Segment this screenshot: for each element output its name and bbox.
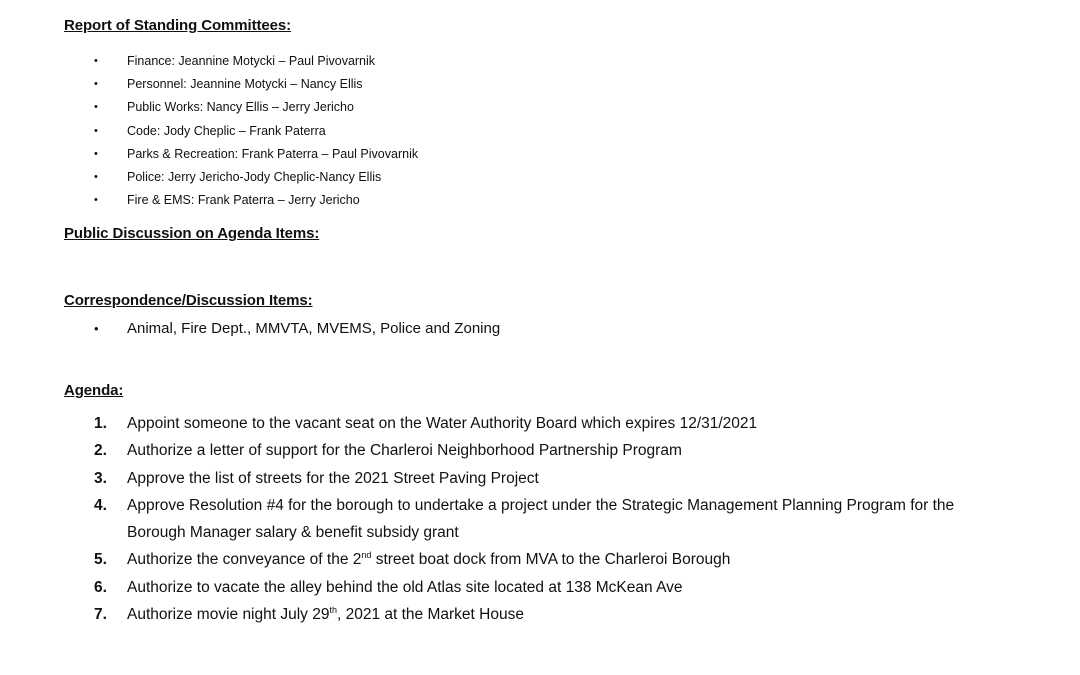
bullet-icon: • [94, 124, 98, 137]
agenda-item [0, 546, 967, 573]
agenda-item-text-part: , 2021 at the Market House [336, 606, 524, 624]
committee-parks-recreation: Parks & Recreation: Frank Paterra – Paul Pivovarnik [127, 146, 419, 161]
committee-public-works: Public Works: Nancy Ellis – Jerry Jericho [127, 100, 354, 115]
ordinal-suffix: th [329, 604, 337, 615]
agenda-item-text [127, 546, 967, 573]
committee-fire-ems: Fire & EMS: Frank Paterra – Jerry Jericho [127, 193, 360, 208]
correspondence-heading: Correspondence/Discussion Items: [64, 292, 313, 309]
agenda-item-text: Approve Resolution #4 for the borough to undertake a project under the Strategic Management Planning Program for the Borough Manager salary & benefit subsidy grant [127, 496, 955, 542]
agenda-item-text: Appoint someone to the vacant seat on the Water Authority Board which expires 12/31/2021 [127, 415, 758, 432]
bullet-icon: • [94, 194, 98, 207]
agenda-item-number: 3. [94, 469, 107, 487]
agenda-item-text: Authorize a letter of support for the Charleroi Neighborhood Partnership Program [127, 442, 682, 460]
public-discussion-heading: Public Discussion on Agenda Items: [64, 225, 320, 242]
agenda-item-number: 5. [94, 551, 107, 569]
agenda-item-text: Approve the list of streets for the 2021 Street Paving Project [127, 469, 539, 487]
agenda-item [0, 574, 967, 601]
committee-finance: Finance: Jeannine Motycki – Paul Pivovarnik [127, 54, 376, 68]
bullet-icon: • [94, 321, 99, 336]
agenda-item-number: 4. [94, 496, 107, 514]
agenda-item-number: 2. [94, 442, 107, 460]
agenda-heading: Agenda: [64, 382, 124, 399]
committee-code: Code: Jody Cheplic – Frank Paterra [127, 123, 326, 138]
agenda-item [0, 410, 967, 437]
agenda-item-text-part: street boat dock from MVA to the Charleroi Borough [371, 551, 731, 569]
agenda-item-text-part: Authorize the conveyance of the 2 [127, 551, 362, 569]
ordinal-suffix: nd [361, 550, 372, 561]
committee-personnel: Personnel: Jeannine Motycki – Nancy Ellis [127, 77, 363, 92]
bullet-icon: • [94, 78, 98, 91]
agenda-item-text-part: Authorize movie night July 29 [127, 606, 330, 624]
agenda-item-number: 7. [94, 606, 107, 624]
agenda-list [0, 410, 967, 628]
agenda-item-text [127, 601, 967, 628]
standing-committees-heading: Report of Standing Committees: [64, 17, 292, 34]
bullet-icon: • [94, 147, 98, 160]
agenda-item [0, 492, 967, 547]
agenda-item [0, 465, 967, 492]
agenda-item-text: Authorize to vacate the alley behind the old Atlas site located at 138 McKean Ave [127, 578, 683, 596]
correspondence-item: Animal, Fire Dept., MMVTA, MVEMS, Police and Zoning [127, 320, 501, 337]
agenda-item [0, 601, 967, 628]
bullet-icon: • [94, 101, 98, 114]
agenda-item [0, 437, 967, 464]
agenda-item-number: 6. [94, 578, 107, 596]
agenda-item-number: 1. [94, 415, 107, 432]
bullet-icon: • [94, 170, 98, 183]
bullet-icon: • [94, 55, 98, 67]
committee-police: Police: Jerry Jericho-Jody Cheplic-Nancy Ellis [127, 169, 382, 184]
